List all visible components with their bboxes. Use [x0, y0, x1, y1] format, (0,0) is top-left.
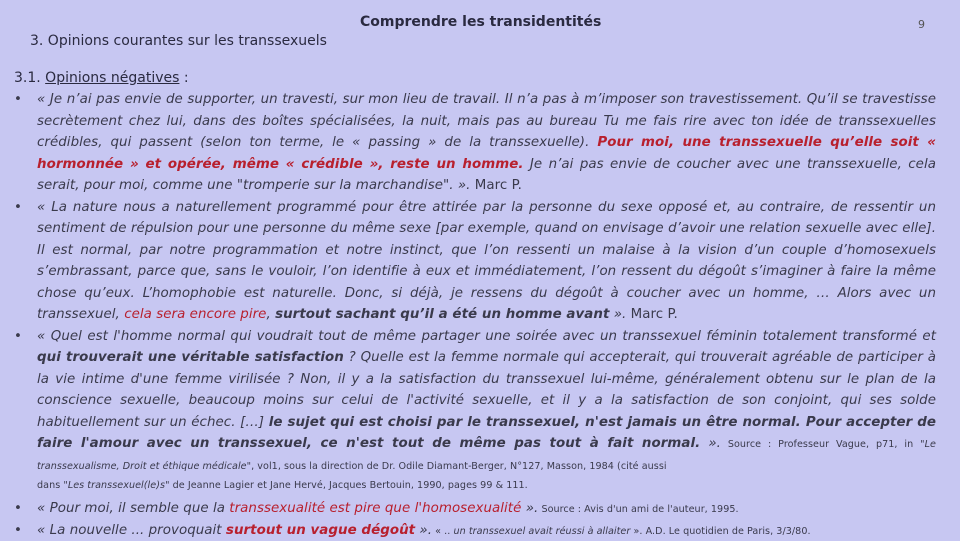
- source-text: ", vol1, sous la direction de Dr. Odile Diamant-Berger, N°127, Masson, 1984 (cité aussi: [247, 461, 667, 472]
- quote-text: ? Quelle est la femme normale qui accepterait, qui trouverait agréable de participer à la vie intime d'une femme virilisée ? Non, il y a la satisfaction du transsexuel lui-même, généralement obtenu sur le plan de la conscience sexuelle, beaucoup moins sur celui de l'activité sexuelle, et il y a la satisfaction de son conjoint, qui ses solde habituellement sur un échec. […]: [37, 350, 936, 430]
- quote-text: ».: [700, 436, 721, 451]
- source-text: Source : Professeur Vague, p71, in ": [721, 439, 925, 450]
- quote-item: [14, 197, 936, 326]
- source-quote: un transsexuel avait réussi à allaiter: [453, 526, 630, 537]
- quote-item: [14, 326, 936, 497]
- source-text: " de Jeanne Lagier et Jane Hervé, Jacques Bertouin, 1990, pages 99 & 111.: [165, 480, 528, 491]
- quote-item: [14, 498, 936, 520]
- quote-text: ».: [609, 307, 626, 322]
- quote-source: [432, 526, 811, 537]
- bullet: •: [14, 197, 22, 219]
- quote-text: « Je n’ai pas envie de supporter, un travesti, sur mon lieu de travail. Il n’a pas à m’imposer son travestissement. Qu’il se travestisse secrètement chez lui, dans des boîtes spécialisées, la nuit, mais pas au bureau Tu me fais rire avec ton idée de transsexuelles crédibles, qui passent (selon ton terme, le « passing » de la transsexuelle).: [37, 92, 936, 150]
- document-title: Comprendre les transidentités: [360, 14, 601, 30]
- bullet: •: [14, 326, 22, 348]
- quote-emphasis: le sujet qui est choisi par le transsexuel, n'est jamais un être normal. Pour accepter de faire l'amour avec un transsexuel, ce n'est tout de même pas tout à fait normal.: [37, 415, 936, 452]
- quote-text: ,: [266, 307, 275, 322]
- quote-source-continued: [37, 476, 936, 496]
- quote-text: Je n’ai pas envie de coucher avec une transsexuelle, cela serait, pour moi, comme une "tromperie sur la marchandise". ».: [37, 157, 936, 194]
- section-title: 3. Opinions courantes sur les transsexuels: [30, 33, 327, 49]
- quote-list: [14, 89, 936, 541]
- bullet: •: [14, 89, 22, 111]
- quote-item: [14, 520, 936, 541]
- quote-source: Source : Avis d'un ami de l'auteur, 1995.: [538, 504, 738, 515]
- quote-text: « La nature nous a naturellement programmé pour être attirée par la personne du sexe opposé et, au contraire, de ressentir un sentiment de répulsion pour une personne du même sexe [par exemple, quand on envisage d’avoir une relation sexuelle avec elle]. Il est normal, par notre programmation et notre instinct, que l’on ressenti un malaise à la vision d’un couple d’homosexuels s’embrassant, parce que, sans le vouloir, l’on identifie à eux et immédiatement, l’on ressent du dégoût s’imaginer à faire la même chose qu’eux. L’homophobie est naturelle. Donc, si déjà, je ressens du dégoût à coucher avec un homme, … Alors avec un transsexuel,: [37, 200, 936, 323]
- quote-text: « La nouvelle ... provoquait: [37, 523, 226, 538]
- quote-text: « Pour moi, il semble que la: [37, 501, 229, 516]
- page-number: 9: [918, 18, 925, 31]
- quote-text: ».: [415, 523, 432, 538]
- quote-highlight: Pour moi, une transsexuelle qu’elle soit « hormonnée » et opérée, même « crédible », reste un homme.: [37, 135, 936, 172]
- quote-author: Marc P.: [626, 307, 678, 322]
- source-text: dans ": [37, 480, 68, 491]
- subsection-colon: :: [179, 70, 188, 86]
- source-work-title: Le transsexualisme, Droit et éthique médicale: [37, 439, 936, 472]
- quote-text: ».: [521, 501, 538, 516]
- source-text: « ..: [432, 526, 453, 537]
- subsection-label: Opinions négatives: [45, 70, 179, 86]
- subsection-number: 3.1.: [14, 70, 41, 86]
- quote-highlight: transsexualité est pire que l'homosexualité: [229, 501, 521, 516]
- bullet: •: [14, 520, 22, 541]
- quote-item: [14, 89, 936, 197]
- bullet: •: [14, 498, 22, 520]
- quote-author: Marc P.: [470, 178, 522, 193]
- quote-emphasis: qui trouverait une véritable satisfaction: [37, 350, 344, 365]
- quote-highlight: surtout un vague dégoût: [226, 523, 415, 538]
- source-text: ». A.D. Le quotidien de Paris, 3/3/80.: [630, 526, 810, 537]
- quote-emphasis: surtout sachant qu’il a été un homme avant: [275, 307, 609, 322]
- subsection-heading: [14, 70, 189, 86]
- source-work-title: Les transsexuel(le)s: [68, 480, 165, 491]
- quote-text: « Quel est l'homme normal qui voudrait tout de même partager une soirée avec un transsexuel féminin totalement transformé et: [37, 329, 936, 344]
- quote-highlight: cela sera encore pire: [124, 307, 266, 322]
